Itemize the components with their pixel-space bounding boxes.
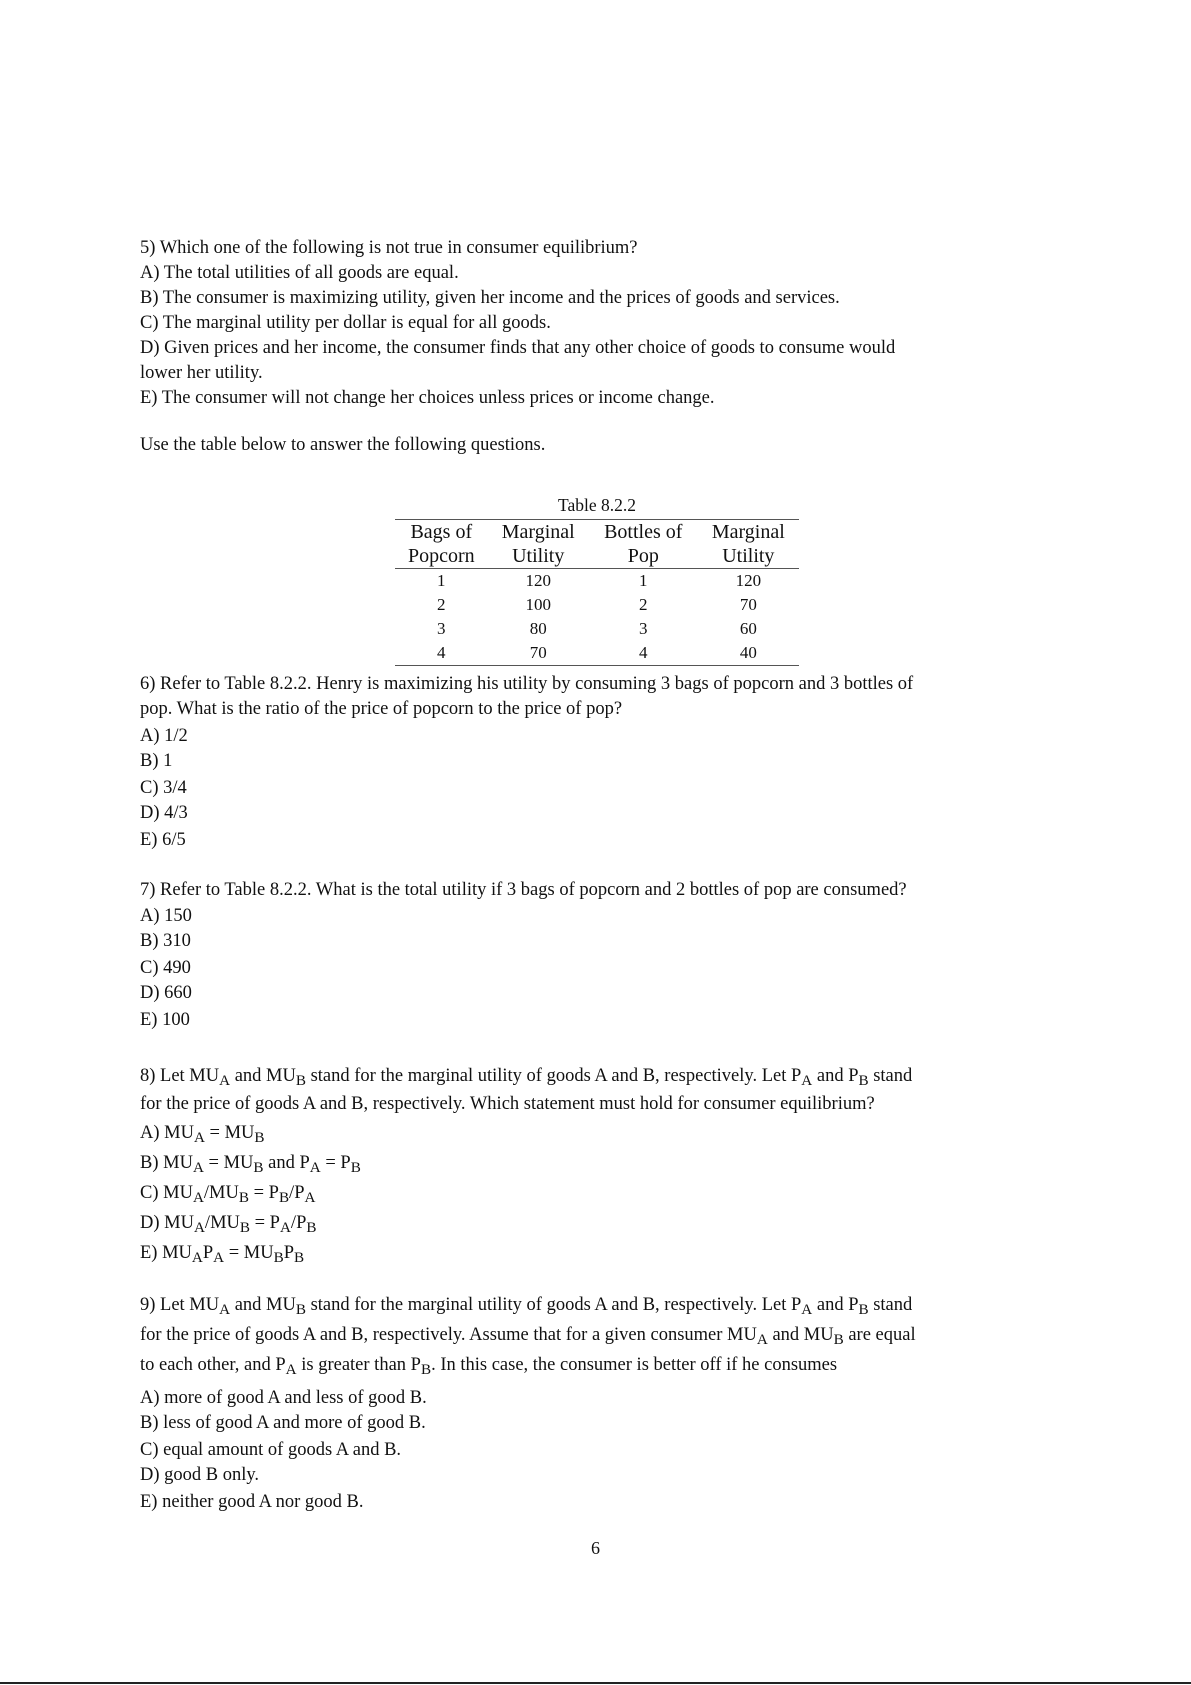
- table-cell: 70: [739, 595, 757, 614]
- table-cell: 4: [395, 641, 488, 666]
- header-popcorn-marginal-utility: Marginal Utility: [488, 520, 589, 569]
- table-intro: Use the table below to answer the following questions.: [140, 435, 546, 455]
- table-cell: 3: [639, 619, 648, 638]
- q8-stem-cont: for the price of goods A and B, respectively. Which statement must hold for consumer equilibrium?: [140, 1094, 875, 1114]
- table-cell: 80: [529, 619, 547, 638]
- q7-option-b: B) 310: [140, 931, 191, 951]
- q8-option-c: C) $MU_A/MU_B = P_B/P_A$: [140, 1183, 316, 1207]
- q9-option-e: E) neither good A nor good B.: [140, 1492, 364, 1512]
- q9-stem: 9) Let $MU_A$ and $MU_B$ stand for the marginal utility of goods A and B, respectively. Let $P_A$ and $P_B$ stand: [140, 1295, 913, 1319]
- table-cell: 4: [589, 641, 698, 666]
- table-cell: 3: [437, 619, 446, 638]
- table-cell: 60: [739, 619, 757, 638]
- table-cell: 2: [437, 595, 446, 614]
- q5-option-a: A) The total utilities of all goods are equal.: [140, 263, 459, 283]
- q5-option-e: E) The consumer will not change her choices unless prices or income change.: [140, 388, 715, 408]
- table-row: [395, 569, 799, 594]
- q9-stem-cont-2: to each other, and $P_A$ is greater than $P_B$. In this case, the consumer is better off if he consumes: [140, 1355, 838, 1379]
- table-cell: 100: [525, 595, 551, 614]
- utility-table: [395, 495, 799, 666]
- q7-stem: 7) Refer to Table 8.2.2. What is the total utility if 3 bags of popcorn and 2 bottles of pop are consumed?: [140, 880, 907, 900]
- q8-option-b: B) $MU_A = MU_B$ and $P_A = P_B$: [140, 1153, 361, 1177]
- q8-stem: 8) Let $MU_A$ and $MU_B$ stand for the marginal utility of goods A and B, respectively. Let $P_A$ and $P_B$ stand: [140, 1066, 913, 1090]
- q7-option-e: E) 100: [140, 1010, 190, 1030]
- header-bags-of-popcorn: Bags of Popcorn: [395, 520, 488, 569]
- table-cell: 120: [735, 571, 762, 590]
- q8-option-d: D) $MU_A/MU_B = P_A/P_B$: [140, 1213, 317, 1237]
- q9-option-c: C) equal amount of goods A and B.: [140, 1440, 402, 1460]
- q6-option-d: D) 4/3: [140, 803, 188, 823]
- q9-stem-cont: for the price of goods A and B, respectively. Assume that for a given consumer $MU_A$ and $MU_B$ are equal: [140, 1325, 916, 1349]
- q9-option-b: B) less of good A and more of good B.: [140, 1413, 426, 1433]
- q5-option-d: D) Given prices and her income, the consumer finds that any other choice of goods to consume would: [140, 338, 896, 358]
- q6-stem: 6) Refer to Table 8.2.2. Henry is maximizing his utility by consuming 3 bags of popcorn and 3 bottles of: [140, 674, 914, 694]
- table-cell: 1: [639, 571, 648, 590]
- table-cell: 40: [698, 641, 799, 666]
- table-title: Table 8.2.2: [558, 495, 636, 515]
- page-bottom-rule: [0, 1682, 1191, 1684]
- table-row: [395, 641, 799, 666]
- page-number: 6: [591, 1538, 600, 1558]
- header-bottles-of-pop: Bottles of Pop: [589, 520, 698, 569]
- q7-option-a: A) 150: [140, 906, 192, 926]
- table-cell: 2: [639, 595, 648, 614]
- q8-option-a: A) $MU_A = MU_B$: [140, 1123, 265, 1147]
- table-row: [395, 593, 799, 617]
- q7-option-d: D) 660: [140, 983, 192, 1003]
- table-cell: 1: [437, 571, 446, 590]
- q5-option-b: B) The consumer is maximizing utility, given her income and the prices of goods and services.: [140, 288, 840, 308]
- table-cell: 120: [525, 571, 551, 590]
- q8-option-e: E) $MU_AP_A = MU_BP_B$: [140, 1243, 305, 1267]
- table-row: [395, 617, 799, 641]
- q6-stem-cont: pop. What is the ratio of the price of popcorn to the price of pop?: [140, 699, 623, 719]
- q5-option-d-cont: lower her utility.: [140, 363, 263, 383]
- q9-option-a: A) more of good A and less of good B.: [140, 1388, 427, 1408]
- q6-option-b: B) 1: [140, 751, 173, 771]
- header-pop-marginal-utility: Marginal Utility: [698, 520, 799, 569]
- q6-option-c: C) 3/4: [140, 778, 187, 798]
- q7-option-c: C) 490: [140, 958, 191, 978]
- q5-stem: 5) Which one of the following is not true in consumer equilibrium?: [140, 238, 638, 258]
- q6-option-a: A) 1/2: [140, 726, 188, 746]
- q5-option-c: C) The marginal utility per dollar is equal for all goods.: [140, 313, 551, 333]
- q6-option-e: E) 6/5: [140, 830, 186, 850]
- table-cell: 70: [488, 641, 589, 666]
- q9-option-d: D) good B only.: [140, 1465, 260, 1485]
